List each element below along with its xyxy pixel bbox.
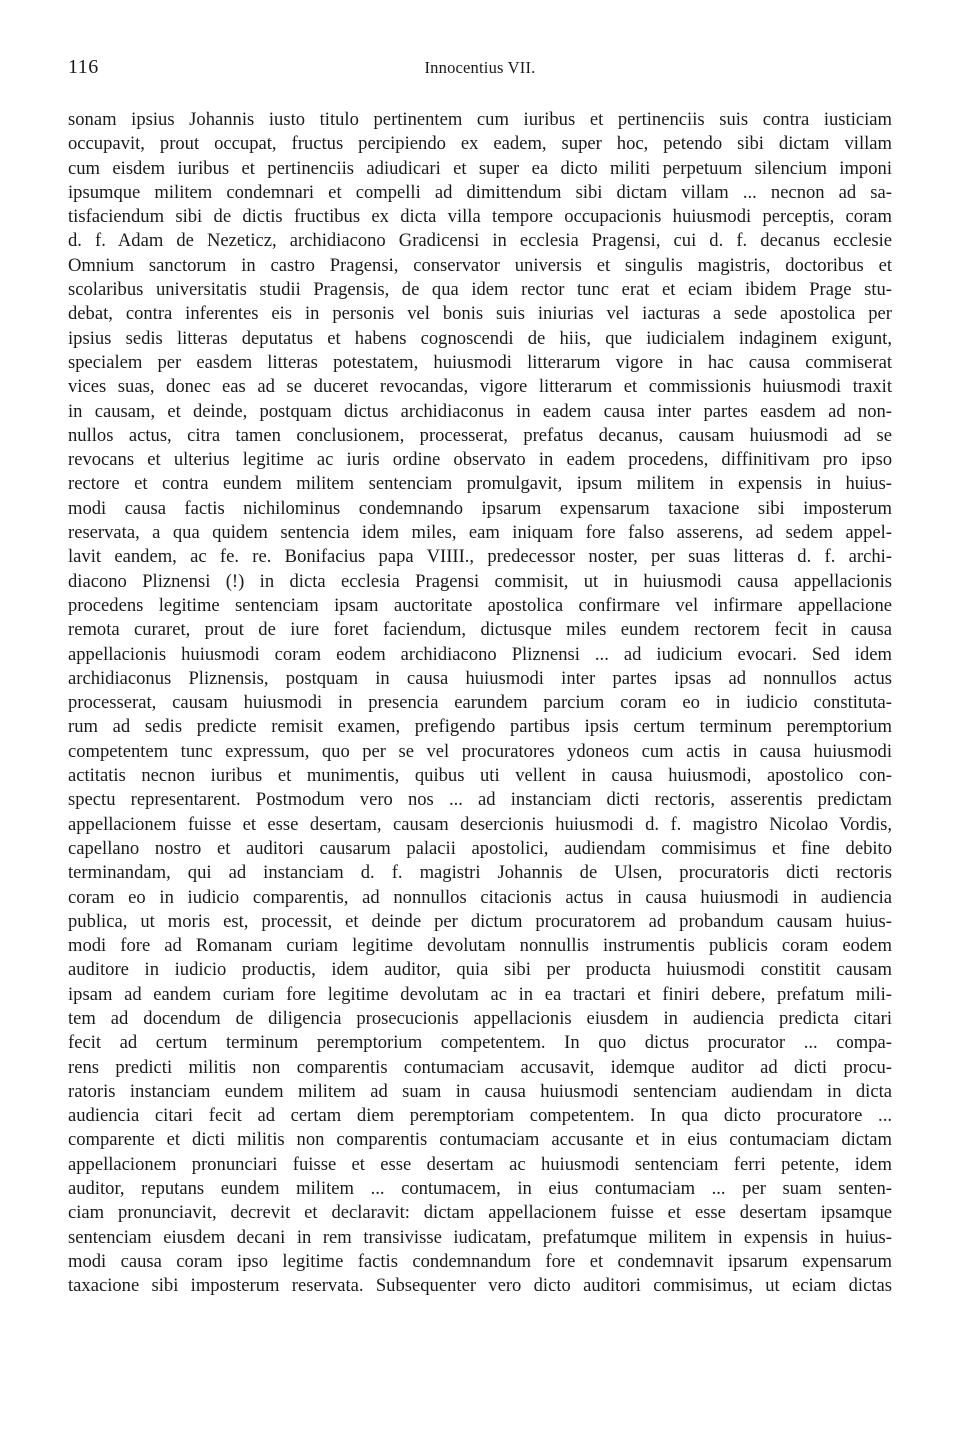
text-line: Omnium sanctorum in castro Pragensi, conservator universis et singulis magistris, doctoribus et [68,254,892,276]
text-line: cum eisdem iuribus et pertinenciis adiudicari et super ea dicto militi perpetuum silencium imponi [68,157,892,179]
text-line: appellacionem fuisse et esse desertam, causam desercionis huiusmodi d. f. magistro Nicolao Vordis, [68,813,892,835]
text-line: actitatis necnon iuribus et munimentis, quibus uti vellent in causa huiusmodi, apostolico con- [68,765,892,787]
text-line: modi causa factis nichilominus condemnando ipsarum expensarum taxacione sibi imposterum [68,497,892,519]
text-line: taxacione sibi imposterum reservata. Subsequenter vero dicto auditori commisimus, ut eciam dictas [68,1275,892,1297]
text-line: spectu representarent. Postmodum vero nos ... ad instanciam dicti rectoris, asserentis predictam [68,789,892,811]
text-line: rens predicti militis non comparentis contumaciam accusavit, idemque auditor ad dicti procu- [68,1056,892,1078]
text-line: revocans et ulterius legitime ac iuris ordine observato in eadem procedens, diffinitivam pro ipso [68,449,892,471]
text-line: nullos actus, citra tamen conclusionem, processerat, prefatus decanus, causam huiusmodi ad se [68,424,892,446]
text-line: ipsumque militem condemnari et compelli ad dimittendum sibi dictam villam ... necnon ad sa- [68,181,892,203]
text-line: ciam pronunciavit, decrevit et declaravit: dictam appellacionem fuisse et esse desertam ipsamque [68,1202,892,1224]
text-line: ipsius sedis litteras deputatus et habens cognoscendi de hiis, que iudicialem indaginem exigunt, [68,327,892,349]
text-line: debat, contra inferentes eis in personis vel bonis suis iniurias vel iacturas a sede apostolica per [68,303,892,325]
page-number: 116 [68,56,99,78]
text-line: specialem per easdem litteras potestatem, huiusmodi litterarum vigore in hac causa commiserat [68,351,892,373]
text-line: d. f. Adam de Nezeticz, archidiacono Gradicensi in ecclesia Pragensi, cui d. f. decanus ecclesie [68,230,892,252]
text-line: rum ad sedis predicte remisit examen, prefigendo partibus ipsis certum terminum peremptorium [68,716,892,738]
text-line: scolaribus universitatis studii Pragensis, de qua idem rector tunc erat et eciam ibidem Prage stu- [68,279,892,301]
text-line: archidiaconus Pliznensis, postquam in causa huiusmodi inter partes ipsas ad nonnullos actus [68,667,892,689]
text-line: auditor, reputans eundem militem ... contumacem, in eius contumaciam ... per suam senten- [68,1178,892,1200]
text-line: ipsam ad eandem curiam fore legitime devolutam ac in ea tractari et finiri debere, prefatum mili- [68,983,892,1005]
text-line: remota curaret, prout de iure foret faciendum, dictusque miles eundem rectorem fecit in causa [68,619,892,641]
text-line: modi causa coram ipso legitime factis condemnandum fore et condemnavit ipsarum expensarum [68,1250,892,1272]
text-line: diacono Pliznensi (!) in dicta ecclesia Pragensi commisit, ut in huiusmodi causa appellacionis [68,570,892,592]
text-line: in causam, et deinde, postquam dictus archidiaconus in eadem causa inter partes easdem ad non- [68,400,892,422]
text-line: competentem tunc expressum, quo per se vel procuratores ydoneos cum actis in causa huiusmodi [68,740,892,762]
text-line: procedens legitime sentenciam ipsam auctoritate apostolica confirmare vel infirmare appellacione [68,594,892,616]
text-line: processerat, causam huiusmodi in presencia earundem parcium coram eo in iudicio constituta- [68,692,892,714]
text-line: appellacionis huiusmodi coram eodem archidiacono Pliznensi ... ad iudicium evocari. Sed idem [68,643,892,665]
text-line: reservata, a qua quidem sentencia idem miles, eam iniquam fore falso asserens, ad sedem appel- [68,522,892,544]
body-text [68,108,892,1299]
running-head [68,56,892,80]
running-title: Innocentius VII. [424,58,536,77]
text-line: auditore in iudicio productis, idem auditor, quia sibi per producta huiusmodi constitit causam [68,959,892,981]
text-line: appellacionem pronunciari fuisse et esse desertam ac huiusmodi sentenciam ferri petente, idem [68,1153,892,1175]
text-line: modi fore ad Romanam curiam legitime devolutam nonnullis instrumentis publicis coram eodem [68,935,892,957]
text-line: publica, ut moris est, processit, et deinde per dictum procuratorem ad probandum causam huius- [68,910,892,932]
text-line: sonam ipsius Johannis iusto titulo pertinentem cum iuribus et pertinenciis suis contra iusticiam [68,109,892,130]
text-line: capellano nostro et auditori causarum palacii apostolici, audiendam commisimus et fine debito [68,837,892,859]
text-line: ratoris instanciam eundem militem ad suam in causa huiusmodi sentenciam audiendam in dicta [68,1080,892,1102]
text-line: coram eo in iudicio comparentis, ad nonnullos citacionis actus in causa huiusmodi in audiencia [68,886,892,908]
text-line: lavit eandem, ac fe. re. Bonifacius papa VIIII., predecessor noster, per suas litteras d. f. archi- [68,546,892,568]
text-line: audiencia citari fecit ad certam diem peremptoriam competentem. In qua dicto procuratore ... [68,1105,892,1127]
text-line: terminandam, qui ad instanciam d. f. magistri Johannis de Ulsen, procuratoris dicti rectoris [68,862,892,884]
text-line: vices suas, donec eas ad se duceret revocandas, vigore litterarum et commissionis huiusmodi traxit [68,376,892,398]
text-line: occupavit, prout occupat, fructus percipiendo ex eadem, super hoc, petendo sibi dictam villam [68,133,892,155]
text-line: tem ad docendum de diligencia prosecucionis appellacionis eiusdem in audiencia predicta citari [68,1007,892,1029]
text-line: sentenciam eiusdem decani in rem transivisse iudicatam, prefatumque militem in expensis in huius- [68,1226,892,1248]
text-line: fecit ad certum terminum peremptorium competentem. In quo dictus procurator ... compa- [68,1032,892,1054]
text-line: comparente et dicti militis non comparentis contumaciam accusante et in eius contumaciam dictam [68,1129,892,1151]
text-line: tisfaciendum sibi de dictis fructibus ex dicta villa tempore occupacionis huiusmodi perceptis, coram [68,206,892,228]
text-line: rectore et contra eundem militem sentenciam promulgavit, ipsum militem in expensis in huius- [68,473,892,495]
